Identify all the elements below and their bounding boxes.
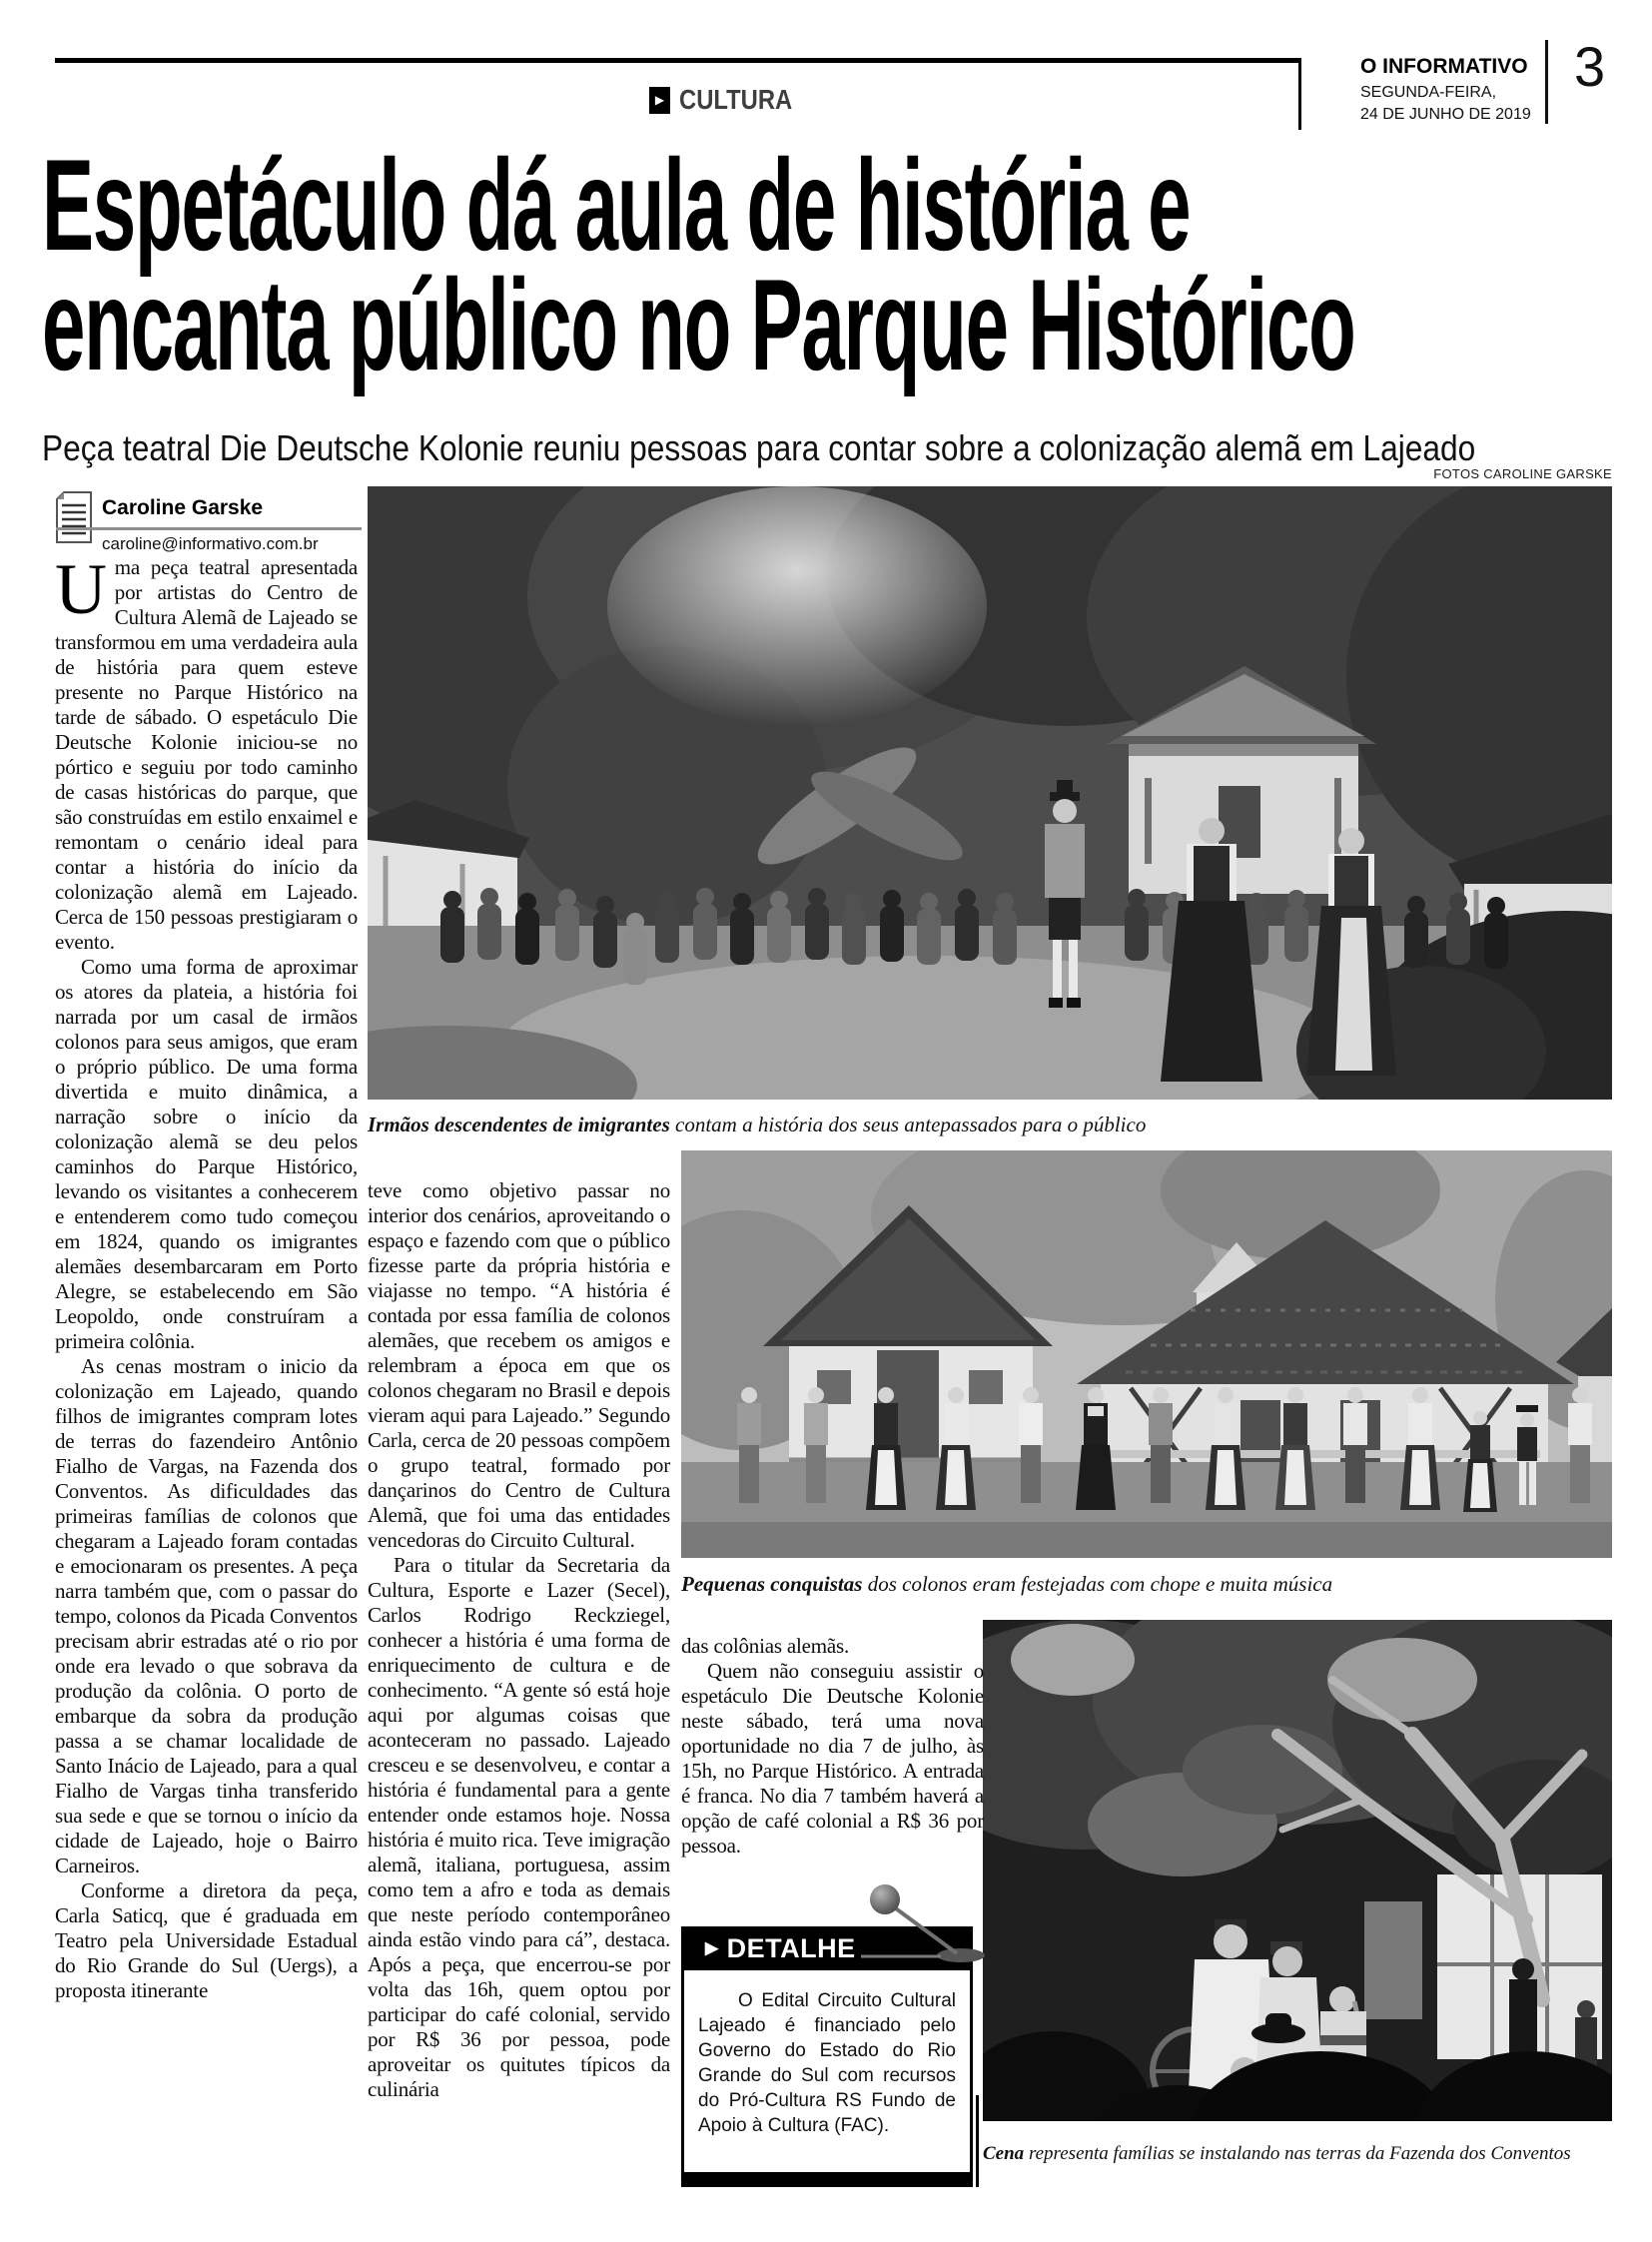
date-line-1: SEGUNDA-FEIRA,: [1360, 84, 1497, 101]
subheadline: Peça teatral Die Deutsche Kolonie reuniu pessoas para contar sobre a colonização alemã em Lajeado: [42, 427, 1476, 468]
article-paragraph: Como uma forma de aproximar os atores da plateia, a história foi narrada por um casal de irmãos colonos para seus amigos, que eram o próprio público. De uma forma divertida e muito dinâmica, a narração sobre o início da colonização alemã se deu pelos caminhos do Parque Histórico, levando os visitantes a conhecerem e entenderem como tudo começou em 1824, quando os imigrantes alemães desembarcaram em Porto Alegre, se estabelecendo em São Leopoldo, onde construíram a primeira colônia.: [55, 955, 358, 1353]
photo1-caption-lead: Irmãos descendentes de imigrantes: [368, 1113, 670, 1136]
pushpin-icon: [841, 1883, 987, 1975]
article-paragraph: teve como objetivo passar no interior dos cenários, aproveitando o espaço e fazendo com que o público fizesse parte da própria história e viajasse no tempo. “A história é contada por essa família de colonos alemães, que recebem os amigos e relembram a época em que os colonos chegaram no Brasil e depois vieram aqui para Lajeado.” Segundo Carla, cerca de 20 pessoas compõem o grupo teatral, formado por dançarinos do Centro de Cultura Alemã, que foi uma das entidades vencedoras do Circuito Cultural.: [368, 1178, 670, 1552]
section-label: CULTURA: [679, 84, 793, 115]
section-marker-icon: ▶: [649, 87, 670, 114]
article-paragraph: Quem não conseguiu assistir o espetáculo Die Deutsche Kolonie neste sábado, terá uma nova oportunidade no dia 7 de julho, às 15h, no Parque Histórico. A entrada é franca. No dia 7 também haverá a opção de café colonial a R$ 36 por pessoa.: [681, 1659, 984, 1858]
detail-box-footer-rule: [681, 2175, 973, 2187]
byline-email: caroline@informativo.com.br: [102, 534, 319, 553]
article-paragraph: Para o titular da Secretaria da Cultura, Esporte e Lazer (Secel), Carlos Rodrigo Reckziegel, conhecer a história é uma forma de enriquecimento de cultura e de conhecimento. “A gente só está hoje aqui por algumas coisas que aconteceram no passado. Lajeado cresceu e se desenvolveu, e contar a história é fundamental para a gente entender onde estamos hoje. Nossa história é muito rica. Teve imigração alemã, italiana, portuguesa, assim como tem a afro e toda as demais que neste período contemporâneo ainda estão vindo para cá”, destaca. Após a peça, que encerrou-se por volta das 16h, quem optou por participar do café colonial, servido por R$ 36 por pessoa, pode aproveitar os quitutes típicos da culinária: [368, 1553, 670, 2101]
notepad-icon: [56, 491, 92, 543]
byline-rule: [56, 527, 362, 530]
article-paragraph: Conforme a diretora da peça, Carla Saticq, que é graduada em Teatro pela Universidade Estadual do Rio Grande do Sul (Uergs), a proposta itinerante: [55, 1878, 358, 2002]
photo-crowd-park-art: [368, 486, 1612, 1100]
article-column-2: [368, 1178, 670, 2102]
header-corner-rule: [1298, 58, 1301, 130]
section-header: [649, 84, 812, 116]
detail-box-label: DETALHE: [726, 1932, 856, 1963]
detail-arrow-icon: ▶: [705, 1938, 719, 1957]
drop-cap: U: [55, 549, 107, 629]
photo-family-tree-art: [983, 1620, 1612, 2121]
photo-family-tree: [983, 1620, 1612, 2121]
page-number-divider: [1545, 40, 1548, 124]
photo2-caption-rest: dos colonos eram festejadas com chope e muita música: [862, 1572, 1333, 1596]
article-paragraph: das colônias alemãs.: [681, 1634, 850, 1658]
column-divider-rule: [976, 2095, 979, 2187]
headline-line-1: Espetáculo dá aula de história e: [42, 132, 1191, 278]
photo1-caption: [368, 1113, 1612, 1137]
detail-box-body: O Edital Circuito Cultural Lajeado é financiado pelo Governo do Estado do Rio Grande do Sul com recursos do Pró-Cultura RS Fundo de Apoio à Cultura (FAC).: [681, 1970, 973, 2175]
date-line-2: 24 DE JUNHO DE 2019: [1360, 106, 1531, 123]
article-column-3: [681, 1634, 984, 1859]
photo3-caption: [983, 2143, 1642, 2165]
header-top-rule: [55, 58, 1300, 63]
article-paragraph: [55, 549, 358, 955]
photo2-caption: [681, 1572, 1612, 1597]
photo3-caption-rest: representa famílias se instalando nas terras da Fazenda dos Conventos: [1024, 2143, 1571, 2164]
photo-credit: FOTOS CAROLINE GARSKE: [1433, 466, 1612, 481]
photo1-caption-rest: contam a história dos seus antepassados para o público: [669, 1113, 1147, 1136]
article-paragraph: As cenas mostram o inicio da colonização em Lajeado, quando filhos de imigrantes compram lotes de terras do fazendeiro Antônio Fialho de Vargas, na Fazenda dos Conventos. As dificuldades das primeiras famílias de colonos que chegaram a Lajeado foram contadas e emocionaram os presentes. A peça narra também que, com o passar do tempo, colonos da Picada Conventos precisam abrir estradas até o rio por onde era levado o que sobrava da produção da colônia. O porto de embarque da sobra da produção passa a se chamar localidade de Santo Inácio de Lajeado, para a qual Fialho de Vargas tinha transferido sua sede e que se tornou o início da cidade de Lajeado, hoje o Bairro Carneiros.: [55, 1354, 358, 1877]
byline-author: Caroline Garske: [102, 496, 264, 519]
photo2-caption-lead: Pequenas conquistas: [681, 1572, 863, 1596]
photo-toast-houses: [681, 1150, 1612, 1558]
article-column-1: [55, 549, 358, 2003]
masthead: O INFORMATIVO: [1360, 55, 1528, 78]
page-number: 3: [1574, 35, 1606, 98]
headline-line-2: encanta público no Parque Histórico: [42, 252, 1355, 397]
photo-crowd-park: [368, 486, 1612, 1100]
photo3-caption-lead: Cena: [983, 2143, 1025, 2164]
photo-toast-houses-art: [681, 1150, 1612, 1558]
article-paragraph-text: ma peça teatral apresentada por artistas do Centro de Cultura Alemã de Lajeado se transformou em uma verdadeira aula de história para quem esteve presente no Parque Histórico na tarde de sábado. O espetáculo Die Deutsche Kolonie iniciou-se no pórtico e seguiu por todo caminho de casas históricas do parque, que são construídas em estilo enxaimel e remontam o cenário ideal para contar a história do início da colonização alemã em Lajeado. Cerca de 150 pessoas prestigiaram o evento.: [55, 555, 358, 954]
